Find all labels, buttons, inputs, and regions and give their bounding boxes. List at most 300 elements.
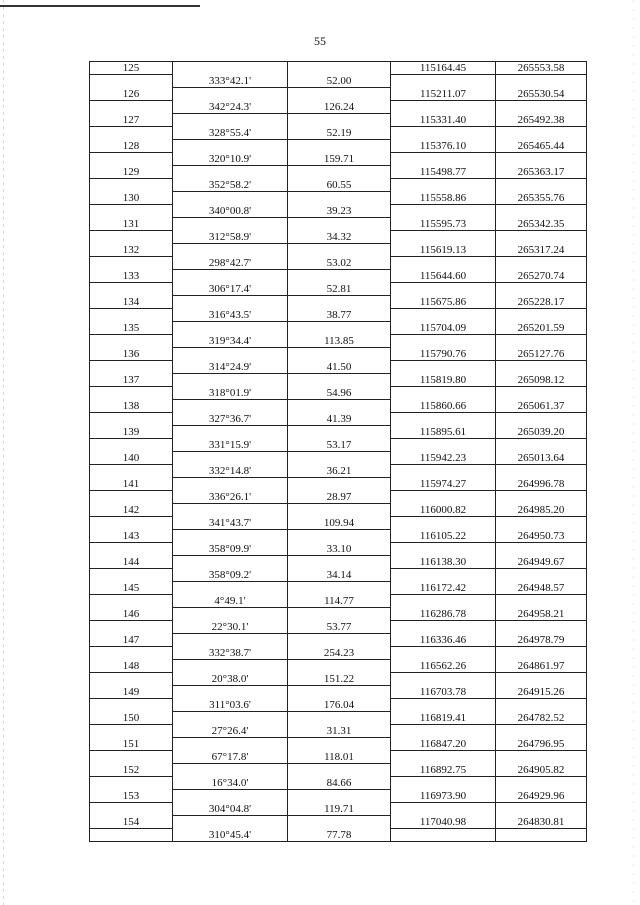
row-separator: [173, 191, 287, 192]
row-separator: [173, 581, 287, 582]
direction-angle: 27°26.4': [211, 725, 249, 737]
row-separator: [90, 802, 172, 803]
row-separator: [391, 516, 495, 517]
coordinate-x: 115675.86: [419, 296, 467, 308]
row-separator: [173, 87, 287, 88]
row-separator: [173, 451, 287, 452]
row-separator: [391, 74, 495, 75]
row-separator: [288, 139, 390, 140]
row-separator: [391, 672, 495, 673]
point-number: 150: [122, 712, 140, 724]
coordinate-y: 264915.26: [517, 686, 565, 698]
coordinate-y: 264996.78: [517, 478, 565, 490]
row-separator: [90, 256, 172, 257]
row-separator: [173, 425, 287, 426]
coordinate-y: 265098.12: [517, 374, 565, 386]
row-separator: [391, 152, 495, 153]
row-separator: [391, 490, 495, 491]
scan-edge-right: [633, 0, 634, 905]
point-number: 137: [122, 374, 140, 386]
row-separator: [90, 750, 172, 751]
row-separator: [90, 230, 172, 231]
row-separator: [391, 594, 495, 595]
row-separator: [288, 373, 390, 374]
point-number: 147: [122, 634, 140, 646]
row-separator: [90, 490, 172, 491]
row-separator: [173, 113, 287, 114]
coordinate-x: 115211.07: [420, 88, 466, 100]
coordinate-x: 115164.45: [419, 62, 467, 74]
segment-length: 53.77: [326, 621, 352, 633]
row-separator: [288, 113, 390, 114]
coordinate-x: 116892.75: [419, 764, 467, 776]
point-number: 131: [122, 218, 140, 230]
row-separator: [173, 295, 287, 296]
coordinate-x: 116105.22: [419, 530, 467, 542]
coordinate-y: 265013.64: [517, 452, 565, 464]
coordinate-x: 116138.30: [419, 556, 467, 568]
row-separator: [288, 685, 390, 686]
coordinate-x: 115704.09: [419, 322, 467, 334]
row-separator: [173, 763, 287, 764]
row-separator: [90, 152, 172, 153]
row-separator: [173, 555, 287, 556]
coordinate-x: 116336.46: [419, 634, 467, 646]
direction-angle: 341°43.7': [208, 517, 252, 529]
segment-length: 41.39: [326, 413, 352, 425]
row-separator: [496, 724, 586, 725]
row-separator: [90, 308, 172, 309]
row-separator: [496, 204, 586, 205]
coordinate-y: 264948.57: [517, 582, 565, 594]
row-separator: [391, 620, 495, 621]
row-separator: [288, 269, 390, 270]
direction-angle: 352°58.2': [208, 179, 252, 191]
row-separator: [288, 451, 390, 452]
segment-length: 31.31: [326, 725, 352, 737]
row-separator: [288, 659, 390, 660]
coordinate-y: 265228.17: [517, 296, 565, 308]
row-separator: [496, 412, 586, 413]
row-separator: [173, 243, 287, 244]
row-separator: [90, 672, 172, 673]
row-separator: [288, 815, 390, 816]
row-separator: [173, 165, 287, 166]
direction-angle: 298°42.7': [208, 257, 252, 269]
direction-angle: 340°00.8': [208, 205, 252, 217]
page-number: 55: [314, 34, 326, 48]
row-separator: [496, 100, 586, 101]
coordinate-y: 264861.97: [517, 660, 565, 672]
coordinate-y: 265270.74: [517, 270, 565, 282]
coordinate-y: 264929.96: [517, 790, 565, 802]
point-number: 143: [122, 530, 140, 542]
segment-length: 33.10: [326, 543, 352, 555]
coordinate-x: 115498.77: [419, 166, 467, 178]
row-separator: [288, 477, 390, 478]
coordinate-x: 115644.60: [419, 270, 467, 282]
direction-angle: 328°55.4': [208, 127, 252, 139]
coordinate-x: 116172.42: [419, 582, 467, 594]
row-separator: [496, 802, 586, 803]
row-separator: [496, 178, 586, 179]
direction-angle: 332°38.7': [208, 647, 252, 659]
row-separator: [90, 776, 172, 777]
segment-length: 109.94: [323, 517, 355, 529]
row-separator: [391, 802, 495, 803]
row-separator: [496, 776, 586, 777]
coordinates-table: [89, 61, 587, 842]
point-number: 136: [122, 348, 140, 360]
point-number: 127: [122, 114, 140, 126]
coordinate-y: 265530.54: [517, 88, 565, 100]
row-separator: [288, 581, 390, 582]
coordinate-x: 117040.98: [419, 816, 467, 828]
coordinate-x: 116703.78: [419, 686, 467, 698]
row-separator: [288, 191, 390, 192]
row-separator: [90, 334, 172, 335]
scan-edge-left: [3, 0, 4, 905]
row-separator: [496, 750, 586, 751]
segment-length: 176.04: [323, 699, 355, 711]
coordinate-y: 264958.21: [517, 608, 565, 620]
coordinate-x: 115860.66: [419, 400, 467, 412]
row-separator: [90, 698, 172, 699]
segment-length: 53.17: [326, 439, 352, 451]
point-number: 142: [122, 504, 140, 516]
row-separator: [391, 282, 495, 283]
row-separator: [173, 477, 287, 478]
row-separator: [173, 529, 287, 530]
direction-angle: 336°26.1': [208, 491, 252, 503]
coordinate-y: 264985.20: [517, 504, 565, 516]
segment-length: 126.24: [323, 101, 355, 113]
row-separator: [90, 568, 172, 569]
row-separator: [90, 126, 172, 127]
row-separator: [90, 438, 172, 439]
row-separator: [391, 100, 495, 101]
coordinate-y: 265039.20: [517, 426, 565, 438]
row-separator: [288, 399, 390, 400]
segment-length: 28.97: [326, 491, 352, 503]
coordinate-y: 264978.79: [517, 634, 565, 646]
direction-angle: 332°14.8': [208, 465, 252, 477]
direction-angle: 316°43.5': [208, 309, 252, 321]
segment-length: 53.02: [326, 257, 352, 269]
segment-length: 254.23: [323, 647, 355, 659]
row-separator: [173, 321, 287, 322]
row-separator: [288, 503, 390, 504]
coordinate-x: 115895.61: [419, 426, 467, 438]
segment-length: 34.14: [326, 569, 352, 581]
segment-length: 38.77: [326, 309, 352, 321]
row-separator: [391, 750, 495, 751]
row-separator: [90, 620, 172, 621]
point-number: 153: [122, 790, 140, 802]
direction-angle: 312°58.9': [208, 231, 252, 243]
direction-angle: 314°24.9': [208, 361, 252, 373]
row-separator: [288, 295, 390, 296]
row-separator: [496, 74, 586, 75]
segment-length: 159.71: [323, 153, 355, 165]
coordinate-x: 115595.73: [419, 218, 467, 230]
row-separator: [496, 698, 586, 699]
row-separator: [391, 542, 495, 543]
segment-length: 36.21: [326, 465, 352, 477]
row-separator: [90, 204, 172, 205]
row-separator: [496, 828, 586, 829]
direction-angle: 342°24.3': [208, 101, 252, 113]
direction-angle: 16°34.0': [211, 777, 249, 789]
row-separator: [496, 646, 586, 647]
row-separator: [288, 763, 390, 764]
segment-length: 54.96: [326, 387, 352, 399]
row-separator: [173, 139, 287, 140]
coordinate-x: 115819.80: [419, 374, 467, 386]
point-number: 144: [122, 556, 140, 568]
direction-angle: 318°01.9': [208, 387, 252, 399]
row-separator: [288, 165, 390, 166]
row-separator: [90, 464, 172, 465]
segment-length: 39.23: [326, 205, 352, 217]
point-number: 138: [122, 400, 140, 412]
coordinate-y: 265201.59: [517, 322, 565, 334]
coordinate-y: 264796.95: [517, 738, 565, 750]
row-separator: [496, 360, 586, 361]
coordinate-x: 115331.40: [419, 114, 467, 126]
direction-angle: 358°09.2': [208, 569, 252, 581]
row-separator: [496, 490, 586, 491]
row-separator: [496, 464, 586, 465]
row-separator: [496, 672, 586, 673]
point-number: 135: [122, 322, 140, 334]
row-separator: [496, 230, 586, 231]
row-separator: [391, 386, 495, 387]
segment-length: 151.22: [323, 673, 355, 685]
row-separator: [288, 711, 390, 712]
direction-angle: 327°36.7': [208, 413, 252, 425]
row-separator: [173, 815, 287, 816]
segment-length: 60.55: [326, 179, 352, 191]
coordinate-y: 264950.73: [517, 530, 565, 542]
row-separator: [90, 360, 172, 361]
segment-length: 84.66: [326, 777, 352, 789]
row-separator: [288, 789, 390, 790]
point-number: 125: [122, 62, 140, 74]
direction-angle: 67°17.8': [211, 751, 249, 763]
direction-angle: 304°04.8': [208, 803, 252, 815]
coordinate-x: 115558.86: [419, 192, 467, 204]
row-separator: [496, 152, 586, 153]
row-separator: [391, 230, 495, 231]
point-number: 130: [122, 192, 140, 204]
coordinate-x: 115974.27: [419, 478, 467, 490]
row-separator: [90, 282, 172, 283]
row-separator: [90, 646, 172, 647]
segment-length: 41.50: [326, 361, 352, 373]
row-separator: [288, 737, 390, 738]
row-separator: [391, 776, 495, 777]
segment-length: 34.32: [326, 231, 352, 243]
row-separator: [496, 542, 586, 543]
point-number: 146: [122, 608, 140, 620]
coordinate-y: 264830.81: [517, 816, 565, 828]
row-separator: [391, 178, 495, 179]
coordinate-y: 265465.44: [517, 140, 565, 152]
row-separator: [173, 737, 287, 738]
coordinate-y: 265492.38: [517, 114, 565, 126]
row-separator: [496, 620, 586, 621]
coordinate-y: 264905.82: [517, 764, 565, 776]
row-separator: [288, 347, 390, 348]
row-separator: [173, 269, 287, 270]
row-separator: [391, 438, 495, 439]
row-separator: [391, 308, 495, 309]
row-separator: [391, 334, 495, 335]
direction-angle: 310°45.4': [208, 829, 252, 841]
direction-angle: 358°09.9': [208, 543, 252, 555]
coordinate-y: 265061.37: [517, 400, 565, 412]
row-separator: [391, 568, 495, 569]
row-separator: [173, 659, 287, 660]
row-separator: [90, 386, 172, 387]
point-number: 145: [122, 582, 140, 594]
row-separator: [391, 412, 495, 413]
row-separator: [288, 425, 390, 426]
row-separator: [90, 594, 172, 595]
coordinate-y: 265317.24: [517, 244, 565, 256]
point-number: 148: [122, 660, 140, 672]
direction-angle: 320°10.9': [208, 153, 252, 165]
row-separator: [173, 399, 287, 400]
coordinate-y: 265553.58: [517, 62, 565, 74]
row-separator: [173, 633, 287, 634]
header-rule: [0, 5, 200, 7]
point-number: 152: [122, 764, 140, 776]
row-separator: [288, 87, 390, 88]
row-separator: [496, 282, 586, 283]
point-number: 154: [122, 816, 140, 828]
coordinate-x: 116819.41: [419, 712, 467, 724]
row-separator: [496, 386, 586, 387]
segment-length: 118.01: [324, 751, 354, 763]
coordinate-x: 115790.76: [419, 348, 467, 360]
point-number: 140: [122, 452, 140, 464]
coordinate-x: 116973.90: [419, 790, 467, 802]
row-separator: [90, 542, 172, 543]
direction-angle: 20°38.0': [211, 673, 249, 685]
coordinate-y: 264782.52: [517, 712, 565, 724]
coordinate-y: 265342.35: [517, 218, 565, 230]
row-separator: [496, 594, 586, 595]
point-number: 141: [122, 478, 140, 490]
row-separator: [288, 555, 390, 556]
row-separator: [90, 100, 172, 101]
row-separator: [288, 633, 390, 634]
point-number: 126: [122, 88, 140, 100]
direction-angle: 4°49.1': [214, 595, 246, 607]
segment-length: 52.00: [326, 75, 352, 87]
coordinate-x: 115376.10: [419, 140, 467, 152]
row-separator: [173, 503, 287, 504]
row-separator: [90, 516, 172, 517]
row-separator: [391, 256, 495, 257]
row-separator: [288, 529, 390, 530]
direction-angle: 311°03.6': [209, 699, 251, 711]
coordinate-y: 264949.67: [517, 556, 565, 568]
row-separator: [90, 828, 172, 829]
coordinate-x: 115942.23: [419, 452, 467, 464]
row-separator: [391, 646, 495, 647]
coordinate-y: 265363.17: [517, 166, 565, 178]
direction-angle: 333°42.1': [208, 75, 252, 87]
point-number: 132: [122, 244, 140, 256]
row-separator: [496, 308, 586, 309]
point-number: 149: [122, 686, 140, 698]
row-separator: [391, 360, 495, 361]
row-separator: [288, 321, 390, 322]
segment-length: 52.81: [326, 283, 352, 295]
row-separator: [496, 438, 586, 439]
row-separator: [391, 126, 495, 127]
segment-length: 52.19: [326, 127, 352, 139]
row-separator: [173, 789, 287, 790]
coordinate-x: 116562.26: [419, 660, 467, 672]
point-number: 133: [122, 270, 140, 282]
direction-angle: 319°34.4': [208, 335, 252, 347]
row-separator: [173, 841, 287, 842]
point-number: 128: [122, 140, 140, 152]
row-separator: [90, 724, 172, 725]
row-separator: [391, 828, 495, 829]
coordinate-y: 265127.76: [517, 348, 565, 360]
row-separator: [173, 685, 287, 686]
coordinate-x: 115619.13: [419, 244, 467, 256]
row-separator: [90, 178, 172, 179]
row-separator: [288, 607, 390, 608]
coordinate-y: 265355.76: [517, 192, 565, 204]
segment-length: 119.71: [324, 803, 354, 815]
row-separator: [288, 841, 390, 842]
segment-length: 113.85: [324, 335, 354, 347]
point-number: 151: [122, 738, 140, 750]
point-number: 129: [122, 166, 140, 178]
row-separator: [173, 347, 287, 348]
point-number: 134: [122, 296, 140, 308]
row-separator: [391, 204, 495, 205]
direction-angle: 306°17.4': [208, 283, 252, 295]
point-number: 139: [122, 426, 140, 438]
row-separator: [173, 711, 287, 712]
row-separator: [173, 373, 287, 374]
row-separator: [90, 412, 172, 413]
row-separator: [391, 464, 495, 465]
segment-length: 77.78: [326, 829, 352, 841]
direction-angle: 22°30.1': [211, 621, 249, 633]
row-separator: [288, 243, 390, 244]
row-separator: [173, 217, 287, 218]
segment-length: 114.77: [324, 595, 354, 607]
coordinate-x: 116000.82: [419, 504, 467, 516]
coordinate-x: 116847.20: [419, 738, 467, 750]
row-separator: [496, 334, 586, 335]
coordinate-x: 116286.78: [419, 608, 467, 620]
row-separator: [496, 568, 586, 569]
row-separator: [496, 126, 586, 127]
row-separator: [173, 607, 287, 608]
row-separator: [90, 74, 172, 75]
row-separator: [496, 516, 586, 517]
